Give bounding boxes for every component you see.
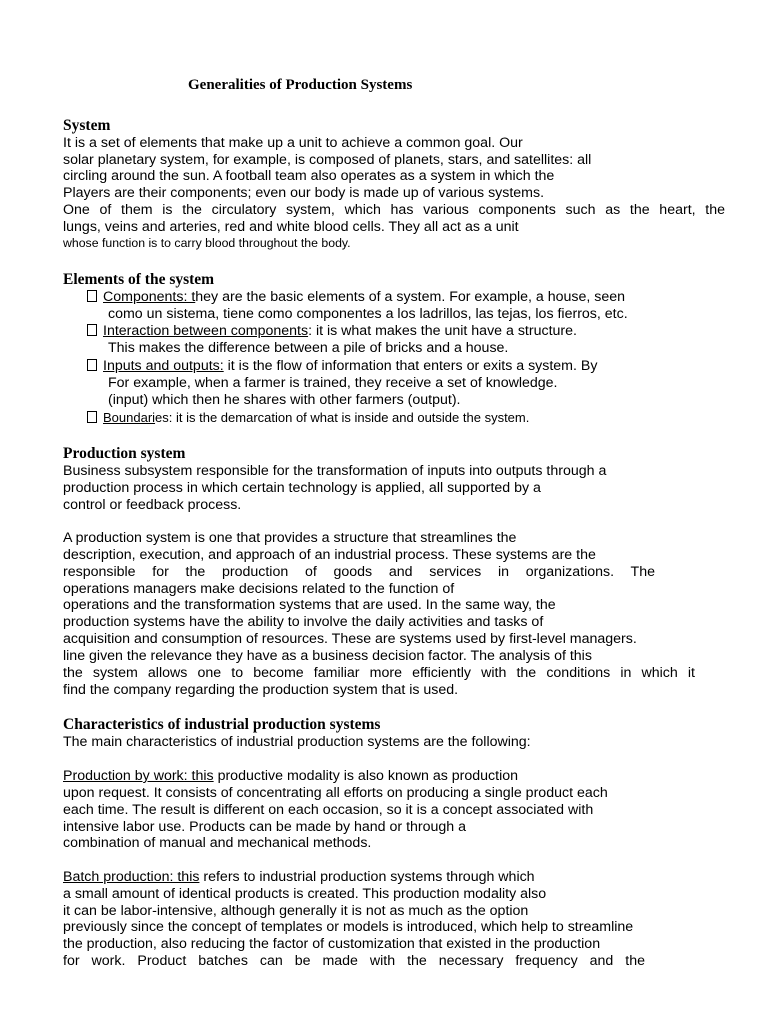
system-line-4: Players are their components; even our body is made up of various systems. — [63, 185, 545, 201]
bullet-box-icon — [87, 411, 97, 423]
characteristics-intro: The main characteristics of industrial production systems are the following: — [63, 734, 531, 750]
by-work-text: productive modality is also known as production — [213, 768, 519, 784]
production-p2-line-5: operations and the transformation systems that are used. In the same way, the — [63, 597, 556, 613]
bullet-box-icon — [87, 324, 97, 336]
by-work-line-2: upon request. It consists of concentrating all efforts on producing a single product each — [63, 785, 608, 801]
batch-line-5: the production, also reducing the factor of customization that existed in the production — [63, 936, 601, 952]
production-p2-line-2: description, execution, and approach of an industrial process. These systems are the — [63, 547, 596, 563]
heading-characteristics: Characteristics of industrial production systems — [63, 716, 381, 733]
element-inputs-line-2: For example, when a farmer is trained, they receive a set of knowledge. — [108, 375, 558, 391]
by-work-line-4: intensive labor use. Products can be made by hand or through a — [63, 819, 467, 835]
bullet-box-icon — [87, 290, 97, 302]
batch-first-line — [63, 869, 535, 886]
element-interaction-term: Interaction between components — [103, 323, 309, 339]
system-line-6: lungs, veins and arteries, red and white blood cells. They all act as a unit — [63, 219, 519, 235]
production-p2-line-9: the system allows one to become familiar more efficiently with the conditions in which it — [63, 665, 695, 681]
element-inputs-line-3: (input) which then he shares with other farmers (output). — [108, 392, 461, 408]
element-components — [87, 289, 625, 306]
production-p2-line-8: line given the relevance they have as a business decision factor. The analysis of this — [63, 648, 592, 664]
system-line-7: whose function is to carry blood throughout the body. — [63, 236, 351, 250]
element-interaction-line-2: This makes the difference between a pile of bricks and a house. — [108, 340, 509, 356]
system-line-2: solar planetary system, for example, is composed of planets, stars, and satellites: all — [63, 152, 592, 168]
element-interaction — [87, 323, 577, 340]
element-boundaries-text: es: it is the demarcation of what is inside and outside the system. — [155, 410, 530, 425]
production-p1-line-1: Business subsystem responsible for the transformation of inputs into outputs through a — [63, 463, 607, 479]
by-work-term: Production by work: this — [63, 768, 214, 784]
production-p1-line-3: control or feedback process. — [63, 497, 242, 513]
element-components-text: hey are the basic elements of a system. For example, a house, seen — [195, 289, 626, 305]
element-inputs-text: it is the flow of information that enters or exits a system. By — [223, 358, 598, 374]
batch-line-6: for work. Product batches can be made with the necessary frequency and the — [63, 953, 645, 969]
document-title: Generalities of Production Systems — [188, 77, 413, 93]
bullet-box-icon — [87, 359, 97, 371]
production-p2-line-1: A production system is one that provides a structure that streamlines the — [63, 530, 517, 546]
batch-text: refers to industrial production systems through which — [199, 869, 535, 885]
element-boundaries — [87, 409, 529, 426]
element-inputs-term: Inputs and outputs: — [103, 358, 224, 374]
heading-production-system: Production system — [63, 445, 186, 462]
element-inputs — [87, 358, 597, 375]
batch-line-3: it can be labor-intensive, although generally it is not as much as the option — [63, 903, 529, 919]
production-p2-line-10: find the company regarding the production system that is used. — [63, 682, 459, 698]
element-interaction-text: : it is what makes the unit have a structure. — [308, 323, 577, 339]
batch-term: Batch production: this — [63, 869, 200, 885]
system-line-5: One of them is the circulatory system, which has various components such as the heart, the — [63, 202, 725, 218]
batch-line-4: previously since the concept of templates or models is introduced, which help to streamline — [63, 919, 634, 935]
production-p2-line-4: operations managers make decisions related to the function of — [63, 581, 455, 597]
batch-line-2: a small amount of identical products is created. This production modality also — [63, 886, 547, 902]
element-components-term: Components: t — [103, 289, 196, 305]
system-line-3: circling around the sun. A football team also operates as a system in which the — [63, 168, 555, 184]
element-boundaries-term: Boundari — [103, 410, 156, 425]
heading-elements: Elements of the system — [63, 271, 215, 288]
system-line-1: It is a set of elements that make up a unit to achieve a common goal. Our — [63, 135, 523, 151]
by-work-line-3: each time. The result is different on each occasion, so it is a concept associated with — [63, 802, 594, 818]
by-work-first-line — [63, 768, 518, 785]
by-work-line-5: combination of manual and mechanical methods. — [63, 835, 372, 851]
production-p2-line-6: production systems have the ability to involve the daily activities and tasks of — [63, 614, 544, 630]
heading-system: System — [63, 117, 111, 134]
production-p1-line-2: production process in which certain technology is applied, all supported by a — [63, 480, 541, 496]
production-p2-line-3: responsible for the production of goods and services in organizations. The — [63, 564, 655, 580]
element-components-line-2: como un sistema, tiene como componentes a los ladrillos, las tejas, los fierros, etc. — [108, 306, 628, 322]
production-p2-line-7: acquisition and consumption of resources. These are systems used by first-level managers. — [63, 631, 637, 647]
